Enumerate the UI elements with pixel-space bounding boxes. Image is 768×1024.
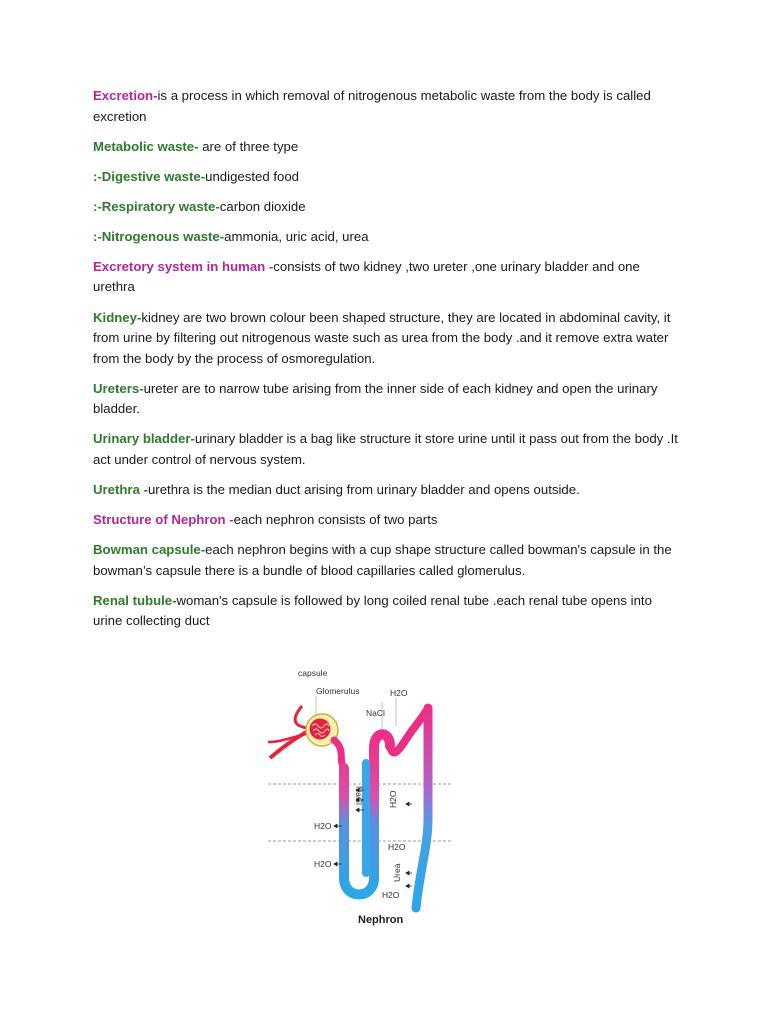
- term: Kidney-: [93, 309, 142, 325]
- definition: are of three type: [198, 138, 299, 154]
- collecting-duct: [416, 708, 428, 908]
- definition: ammonia, uric acid, urea: [224, 228, 369, 244]
- label-urea: Urea: [392, 863, 402, 882]
- para-urinary-bladder: [93, 429, 683, 470]
- term: Ureters-: [93, 380, 144, 396]
- definition: undigested food: [205, 168, 299, 184]
- para-digestive-waste: [93, 167, 683, 188]
- label-nacl-top: NaCl: [366, 708, 385, 718]
- definition: kidney are two brown colour been shaped structure, they are located in abdominal cavity, it from urine by filtering out nitrogenous waste such as urea from the body .and it remove extra water from the body by the process of osmoregulation.: [93, 309, 671, 366]
- figure-caption: Nephron: [358, 914, 404, 926]
- label-h2o-left-1: H2O: [314, 821, 332, 831]
- definition: each nephron consists of two parts: [233, 511, 438, 527]
- para-ureters: [93, 379, 683, 420]
- definition: ureter are to narrow tube arising from the inner side of each kidney and open the urinary bladder.: [93, 380, 658, 417]
- label-capsule: capsule: [298, 668, 328, 678]
- definition: urinary bladder is a bag like structure it store urine until it pass out from the body .It act under control of nervous system.: [93, 431, 678, 467]
- arrow: [406, 884, 412, 888]
- definition: consists of two kidney ,two ureter ,one urinary bladder and one urethra: [93, 258, 640, 295]
- notes-content: [93, 86, 683, 641]
- term: Renal tubule-: [93, 592, 177, 608]
- para-nitrogenous-waste: [93, 227, 683, 248]
- definition: urethra is the median duct arising from urinary bladder and opens outside.: [147, 481, 580, 497]
- para-excretory-system: [93, 257, 683, 298]
- para-respiratory-waste: [93, 197, 683, 218]
- label-nacl-side: NaCl: [354, 786, 364, 805]
- term: Excretion-: [93, 88, 158, 103]
- para-renal-tubule: [93, 591, 683, 632]
- term: Urethra -: [93, 481, 148, 497]
- term: Metabolic waste-: [93, 138, 199, 154]
- nephron-diagram: [262, 668, 458, 930]
- term: Excretory system in human -: [93, 258, 274, 274]
- definition: carbon dioxide: [219, 198, 306, 214]
- definition: each nephron begins with a cup shape structure called bowman's capsule in the bowman’s capsule there is a bundle of blood capillaries called glomerulus.: [93, 542, 672, 578]
- term: Structure of Nephron -: [93, 511, 234, 527]
- para-structure-of-nephron: [93, 510, 683, 531]
- para-metabolic-waste: [93, 137, 683, 158]
- para-bowman-capsule: [93, 540, 683, 581]
- term: :-Nitrogenous waste-: [93, 228, 225, 244]
- label-h2o-left-2: H2O: [314, 859, 332, 869]
- para-excretion: [93, 86, 683, 127]
- definition: woman's capsule is followed by long coiled renal tube .each renal tube opens into urine collecting duct: [93, 592, 652, 629]
- label-h2o-right-1: H2O: [388, 842, 406, 852]
- efferent-arteriole: [295, 706, 308, 728]
- definition: is a process in which removal of nitrogenous metabolic waste from the body is called excretion: [93, 88, 651, 124]
- para-urethra: [93, 480, 683, 501]
- label-h2o-top: H2O: [390, 688, 408, 698]
- label-h2o-side: H2O: [388, 790, 398, 808]
- arrow: [406, 871, 412, 875]
- nephron-figure: [262, 668, 458, 930]
- term: Bowman capsule-: [93, 542, 206, 558]
- arrow: [406, 802, 412, 806]
- term: :-Digestive waste-: [93, 168, 206, 184]
- label-glomerulus: Glomerulus: [316, 686, 360, 696]
- label-h2o-right-2: H2O: [382, 890, 400, 900]
- para-kidney: [93, 308, 683, 370]
- term: Urinary bladder-: [93, 431, 195, 447]
- term: :-Respiratory waste-: [93, 198, 220, 214]
